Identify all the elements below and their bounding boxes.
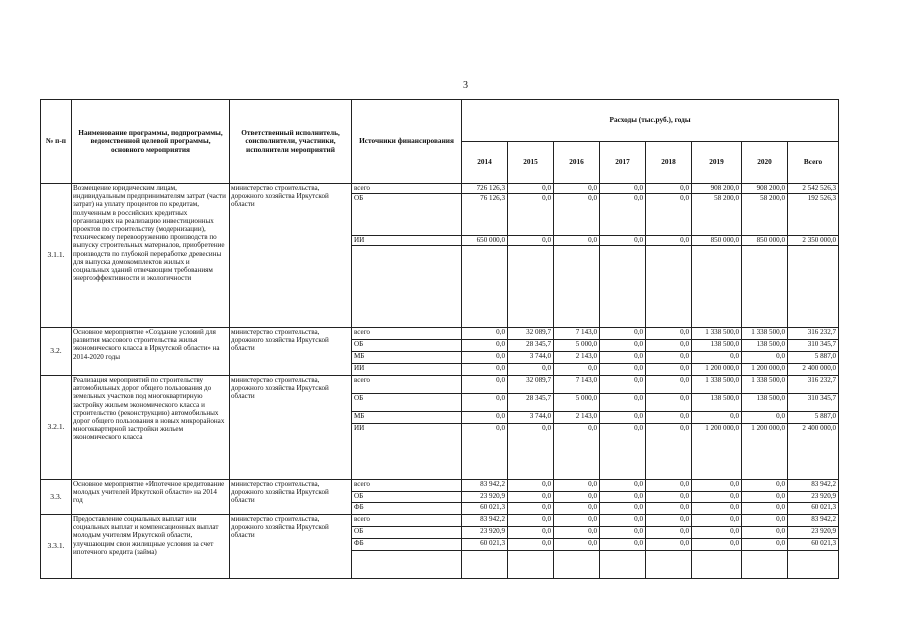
row-number: 3.3.1. (41, 515, 72, 579)
amount-cell: 0,0 (554, 527, 600, 539)
amount-cell: 2 350 000,0 (788, 236, 839, 246)
amount-cell: 650 000,0 (462, 236, 508, 246)
header-year: 2014 (462, 142, 508, 184)
amount-cell: 138 500,0 (742, 394, 788, 412)
amount-cell: 0,0 (600, 328, 646, 340)
amount-cell: 0,0 (646, 236, 692, 246)
amount-cell: 0,0 (600, 376, 646, 394)
funding-source: МБ (352, 412, 462, 424)
amount-cell: 1 200 000,0 (742, 364, 788, 376)
empty-cell (462, 246, 508, 328)
measure-name: Возмещение юридическим лицам, индивидуальным предпринимателям затрат (части затрат) на уплату процентов по кредитам, полученным в российских кредитных организациях на реализацию инвестиционных проектов по строительству (модернизации), техническому перевооружению производств по выпуску строительных материалов, приобретение производств по глубокой переработке древесины для выпуска домокомплектов жилых и социальных зданий отвечающим требованиям энергоэффективности и экологичности (72, 184, 230, 328)
funding-source: ИИ (352, 364, 462, 376)
amount-cell: 83 942,2 (788, 480, 839, 492)
header-sources: Источники финансирования (352, 100, 462, 184)
amount-cell: 0,0 (508, 194, 554, 236)
funding-source: ОБ (352, 340, 462, 352)
amount-cell: 7 143,0 (554, 328, 600, 340)
amount-cell: 0,0 (646, 340, 692, 352)
amount-cell: 0,0 (508, 480, 554, 492)
executor-cell: министерство строительства, дорожного хозяйства Иркутской области (230, 184, 352, 328)
executor-cell: министерство строительства, дорожного хозяйства Иркутской области (230, 480, 352, 515)
header-year: 2018 (646, 142, 692, 184)
amount-cell: 0,0 (600, 236, 646, 246)
amount-cell: 0,0 (600, 412, 646, 424)
amount-cell: 192 526,3 (788, 194, 839, 236)
amount-cell: 0,0 (462, 424, 508, 480)
funding-source: ОБ (352, 492, 462, 503)
amount-cell: 0,0 (600, 194, 646, 236)
amount-cell: 0,0 (692, 352, 742, 364)
amount-cell: 1 338 500,0 (742, 328, 788, 340)
amount-cell: 0,0 (646, 412, 692, 424)
amount-cell: 23 920,9 (462, 527, 508, 539)
funding-source: ОБ (352, 394, 462, 412)
amount-cell: 60 021,3 (788, 539, 839, 551)
amount-cell: 0,0 (742, 515, 788, 527)
amount-cell: 0,0 (742, 539, 788, 551)
amount-cell: 2 542 526,3 (788, 184, 839, 194)
measure-name: Реализация мероприятий по строительству автомобильных дорог общего пользования до земельных участков под многоквартирную застройку жильем экономического класса и строительство (реконструкцию) автомобильных дорог общего пользования в новых микрорайонах многоквартирной застройки жильем экономического класса (72, 376, 230, 480)
amount-cell: 23 920,9 (462, 492, 508, 503)
executor-cell: министерство строительства, дорожного хозяйства Иркутской области (230, 376, 352, 480)
amount-cell: 5 887,0 (788, 352, 839, 364)
table-row (41, 328, 839, 340)
amount-cell: 0,0 (600, 492, 646, 503)
measure-name: Основное мероприятие «Ипотечное кредитование молодых учителей Иркутской области» на 2014 год (72, 480, 230, 515)
header-program: Наименование программы, подпрограммы, ведомственной целевой программы, основного мероприятия (72, 100, 230, 184)
amount-cell: 310 345,7 (788, 340, 839, 352)
amount-cell: 726 126,3 (462, 184, 508, 194)
empty-cell (692, 246, 742, 328)
funding-source: ФБ (352, 539, 462, 551)
header-executor: Ответственный исполнитель, соисполнители, участники, исполнители мероприятий (230, 100, 352, 184)
amount-cell: 1 338 500,0 (692, 328, 742, 340)
amount-cell: 0,0 (646, 184, 692, 194)
amount-cell: 3 744,0 (508, 352, 554, 364)
amount-cell: 28 345,7 (508, 340, 554, 352)
amount-cell: 0,0 (646, 424, 692, 480)
amount-cell: 0,0 (742, 412, 788, 424)
amount-cell: 0,0 (600, 352, 646, 364)
amount-cell: 58 200,0 (742, 194, 788, 236)
row-number: 3.1.1. (41, 184, 72, 328)
empty-cell (462, 551, 508, 579)
amount-cell: 0,0 (554, 236, 600, 246)
table-row (41, 184, 839, 194)
amount-cell: 0,0 (742, 480, 788, 492)
amount-cell: 908 200,0 (692, 184, 742, 194)
amount-cell: 0,0 (508, 527, 554, 539)
row-number: 3.2. (41, 328, 72, 376)
amount-cell: 0,0 (646, 394, 692, 412)
page-number: 3 (463, 80, 468, 91)
amount-cell: 0,0 (462, 364, 508, 376)
amount-cell: 1 200 000,0 (692, 364, 742, 376)
table-row (41, 515, 839, 527)
header-year: 2020 (742, 142, 788, 184)
funding-source: всего (352, 184, 462, 194)
amount-cell: 138 500,0 (742, 340, 788, 352)
empty-cell (646, 246, 692, 328)
amount-cell: 1 200 000,0 (742, 424, 788, 480)
empty-cell (600, 551, 646, 579)
empty-cell (788, 551, 839, 579)
amount-cell: 0,0 (554, 515, 600, 527)
empty-cell (554, 551, 600, 579)
funding-source: всего (352, 376, 462, 394)
amount-cell: 2 400 000,0 (788, 364, 839, 376)
amount-cell: 0,0 (692, 480, 742, 492)
amount-cell: 0,0 (646, 328, 692, 340)
amount-cell: 83 942,2 (788, 515, 839, 527)
amount-cell: 0,0 (554, 184, 600, 194)
amount-cell: 7 143,0 (554, 376, 600, 394)
amount-cell: 2 143,0 (554, 412, 600, 424)
amount-cell: 0,0 (600, 340, 646, 352)
measure-name: Основное мероприятие «Создание условий для развития массового строительства жилья экономического класса в Иркутской области» на 2014-2020 годы (72, 328, 230, 376)
empty-cell (600, 246, 646, 328)
empty-cell (742, 246, 788, 328)
amount-cell: 83 942,2 (462, 480, 508, 492)
amount-cell: 0,0 (462, 394, 508, 412)
amount-cell: 0,0 (554, 539, 600, 551)
empty-cell (646, 551, 692, 579)
empty-cell (742, 551, 788, 579)
amount-cell: 32 089,7 (508, 376, 554, 394)
amount-cell: 0,0 (742, 503, 788, 515)
amount-cell: 316 232,7 (788, 328, 839, 340)
funding-source: ФБ (352, 503, 462, 515)
amount-cell: 316 232,7 (788, 376, 839, 394)
amount-cell: 58 200,0 (692, 194, 742, 236)
amount-cell: 0,0 (692, 539, 742, 551)
amount-cell: 0,0 (600, 480, 646, 492)
amount-cell: 0,0 (600, 515, 646, 527)
amount-cell: 0,0 (462, 412, 508, 424)
funding-source: всего (352, 328, 462, 340)
amount-cell: 0,0 (646, 492, 692, 503)
amount-cell: 0,0 (462, 352, 508, 364)
amount-cell: 0,0 (554, 194, 600, 236)
amount-cell: 60 021,3 (462, 539, 508, 551)
amount-cell: 76 126,3 (462, 194, 508, 236)
amount-cell: 2 143,0 (554, 352, 600, 364)
table-row (41, 480, 839, 492)
amount-cell: 5 000,0 (554, 340, 600, 352)
amount-cell: 5 000,0 (554, 394, 600, 412)
amount-cell: 0,0 (554, 480, 600, 492)
amount-cell: 310 345,7 (788, 394, 839, 412)
empty-cell (508, 246, 554, 328)
expenses-table (40, 99, 839, 579)
header-year: 2016 (554, 142, 600, 184)
amount-cell: 0,0 (646, 539, 692, 551)
funding-source: всего (352, 515, 462, 527)
amount-cell: 1 338 500,0 (742, 376, 788, 394)
amount-cell: 1 338 500,0 (692, 376, 742, 394)
header-num: № п-п (41, 100, 72, 184)
amount-cell: 0,0 (692, 492, 742, 503)
amount-cell: 0,0 (462, 376, 508, 394)
amount-cell: 0,0 (600, 424, 646, 480)
amount-cell: 0,0 (508, 236, 554, 246)
amount-cell: 0,0 (554, 424, 600, 480)
amount-cell: 0,0 (646, 515, 692, 527)
funding-source: ИИ (352, 236, 462, 246)
funding-source: МБ (352, 352, 462, 364)
amount-cell: 850 000,0 (692, 236, 742, 246)
amount-cell: 1 200 000,0 (692, 424, 742, 480)
amount-cell: 0,0 (508, 424, 554, 480)
row-number: 3.2.1. (41, 376, 72, 480)
amount-cell: 0,0 (508, 503, 554, 515)
amount-cell: 0,0 (600, 539, 646, 551)
amount-cell: 0,0 (692, 503, 742, 515)
amount-cell: 0,0 (508, 539, 554, 551)
header-expenses: Расходы (тыс.руб.), годы (462, 100, 839, 142)
amount-cell: 0,0 (600, 184, 646, 194)
amount-cell: 0,0 (692, 515, 742, 527)
empty-cell (352, 551, 462, 579)
amount-cell: 23 920,9 (788, 527, 839, 539)
amount-cell: 2 400 000,0 (788, 424, 839, 480)
row-number: 3.3. (41, 480, 72, 515)
amount-cell: 3 744,0 (508, 412, 554, 424)
amount-cell: 0,0 (462, 340, 508, 352)
amount-cell: 0,0 (600, 527, 646, 539)
amount-cell: 138 500,0 (692, 340, 742, 352)
funding-source: ИИ (352, 424, 462, 480)
amount-cell: 0,0 (508, 492, 554, 503)
empty-cell (554, 246, 600, 328)
header-year: 2019 (692, 142, 742, 184)
amount-cell: 0,0 (646, 527, 692, 539)
funding-source: всего (352, 480, 462, 492)
amount-cell: 0,0 (692, 527, 742, 539)
measure-name: Предоставление социальных выплат или социальных выплат и компенсационных выплат молодым учителям Иркутской области, улучшающим свои жилищные условия за счет ипотечного кредита (займа) (72, 515, 230, 579)
amount-cell: 0,0 (462, 328, 508, 340)
amount-cell: 0,0 (692, 412, 742, 424)
executor-cell: министерство строительства, дорожного хозяйства Иркутской области (230, 515, 352, 579)
empty-cell (788, 246, 839, 328)
amount-cell: 0,0 (742, 352, 788, 364)
amount-cell: 138 500,0 (692, 394, 742, 412)
amount-cell: 0,0 (554, 492, 600, 503)
amount-cell: 0,0 (508, 515, 554, 527)
amount-cell: 0,0 (646, 352, 692, 364)
amount-cell: 0,0 (600, 364, 646, 376)
amount-cell: 0,0 (600, 394, 646, 412)
funding-source: ОБ (352, 527, 462, 539)
amount-cell: 0,0 (600, 503, 646, 515)
empty-cell (352, 246, 462, 328)
amount-cell: 28 345,7 (508, 394, 554, 412)
amount-cell: 0,0 (646, 364, 692, 376)
table-row (41, 376, 839, 394)
amount-cell: 0,0 (646, 503, 692, 515)
amount-cell: 0,0 (646, 194, 692, 236)
amount-cell: 0,0 (508, 184, 554, 194)
amount-cell: 0,0 (554, 503, 600, 515)
empty-cell (692, 551, 742, 579)
amount-cell: 0,0 (742, 492, 788, 503)
amount-cell: 850 000,0 (742, 236, 788, 246)
amount-cell: 0,0 (554, 364, 600, 376)
header-year: 2015 (508, 142, 554, 184)
amount-cell: 0,0 (742, 527, 788, 539)
amount-cell: 0,0 (646, 480, 692, 492)
funding-source: ОБ (352, 194, 462, 236)
executor-cell: министерство строительства, дорожного хозяйства Иркутской области (230, 328, 352, 376)
amount-cell: 23 920,9 (788, 492, 839, 503)
empty-cell (508, 551, 554, 579)
amount-cell: 0,0 (508, 364, 554, 376)
header-year: 2017 (600, 142, 646, 184)
amount-cell: 83 942,2 (462, 515, 508, 527)
amount-cell: 5 887,0 (788, 412, 839, 424)
amount-cell: 60 021,3 (462, 503, 508, 515)
amount-cell: 32 089,7 (508, 328, 554, 340)
amount-cell: 908 200,0 (742, 184, 788, 194)
amount-cell: 60 021,3 (788, 503, 839, 515)
amount-cell: 0,0 (646, 376, 692, 394)
header-year: Всего (788, 142, 839, 184)
